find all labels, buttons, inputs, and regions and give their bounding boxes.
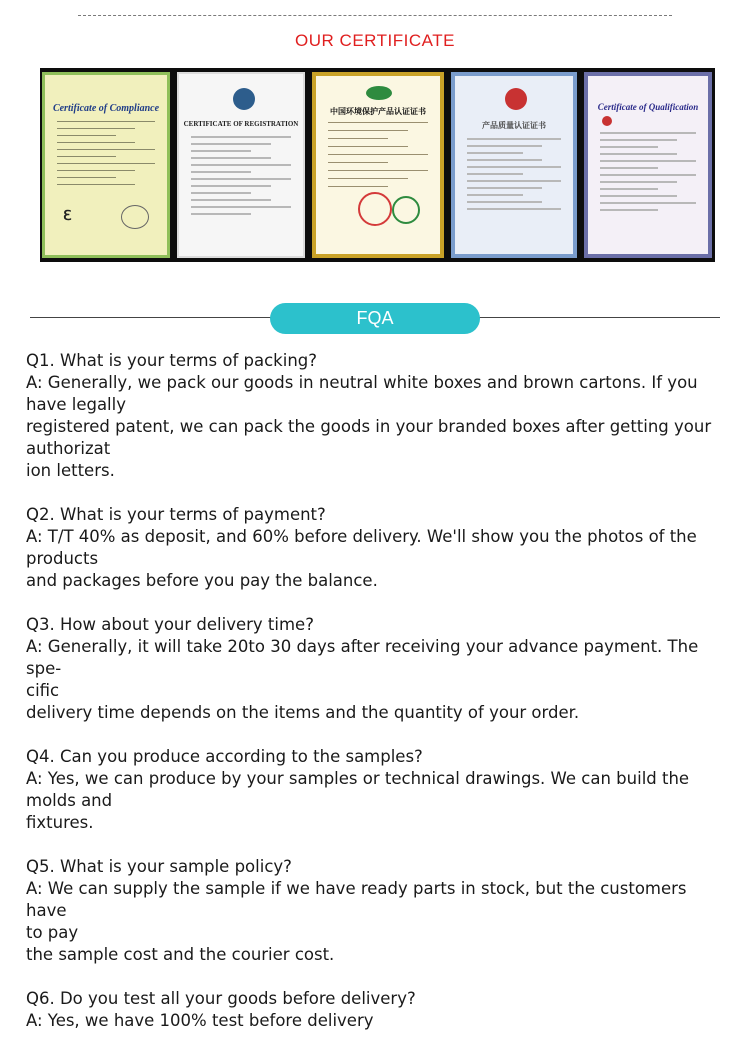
faq-answer bbox=[26, 878, 720, 966]
certificate-compliance-image bbox=[42, 72, 170, 258]
faq-item bbox=[26, 746, 720, 834]
faq-answer-line: cific bbox=[26, 681, 60, 700]
cep-logo-icon bbox=[366, 86, 392, 100]
faq-question: Q3. How about your delivery time? bbox=[26, 615, 314, 634]
faq-item bbox=[26, 350, 720, 482]
faq-answer-line: A: Generally, we pack our goods in neutral white boxes and brown cartons. If you bbox=[26, 373, 698, 392]
faq-item bbox=[26, 614, 720, 724]
faq-question: Q6. Do you test all your goods before delivery? bbox=[26, 989, 416, 1008]
faq-answer bbox=[26, 1010, 720, 1032]
faq-answer-line: to pay bbox=[26, 923, 79, 942]
ce-mark-icon: ℇ bbox=[63, 209, 72, 224]
certificate-qualification-title: Certificate of Qualification bbox=[597, 102, 699, 112]
seal-icon bbox=[121, 205, 149, 229]
certificate-quality-image bbox=[451, 72, 577, 258]
faq-answer bbox=[26, 768, 720, 834]
faq-answer-line: registered patent, we can pack the goods in your branded boxes after getting your bbox=[26, 417, 712, 436]
faq-question: Q2. What is your terms of payment? bbox=[26, 505, 326, 524]
faq-list bbox=[26, 350, 720, 1054]
faq-item bbox=[26, 856, 720, 966]
faq-section-title: FQA bbox=[270, 303, 480, 334]
certificate-qualification-image bbox=[584, 72, 712, 258]
faq-answer-line: fixtures. bbox=[26, 813, 94, 832]
faq-answer bbox=[26, 372, 720, 482]
faq-item bbox=[26, 504, 720, 592]
faq-question: Q5. What is your sample policy? bbox=[26, 857, 292, 876]
certificate-environmental-title: 中国环境保护产品认证证书 bbox=[330, 107, 426, 116]
certificate-compliance-title: Certificate of Compliance bbox=[52, 103, 160, 114]
faq-answer-line: delivery time depends on the items and the quantity of your order. bbox=[26, 703, 580, 722]
faq-answer-line: A: T/T 40% as deposit, and 60% before delivery. We'll show you the photos of the bbox=[26, 527, 697, 546]
faq-item bbox=[26, 988, 720, 1032]
certificate-quality-title: 产品质量认证证书 bbox=[482, 121, 546, 130]
certificate-environmental-image bbox=[312, 72, 444, 258]
ul-logo-icon bbox=[602, 116, 612, 126]
faq-answer-line: authorizat bbox=[26, 439, 111, 458]
faq-answer-line: and packages before you pay the balance. bbox=[26, 571, 378, 590]
faq-question: Q4. Can you produce according to the samples? bbox=[26, 747, 423, 766]
certificate-gallery bbox=[40, 68, 715, 262]
faq-answer-line: A: Yes, we can produce by your samples or technical drawings. We can build the bbox=[26, 769, 690, 788]
faq-answer-line: A: We can supply the sample if we have ready parts in stock, but the customers have bbox=[26, 879, 687, 920]
top-dashed-divider bbox=[78, 15, 672, 16]
faq-answer-line: products bbox=[26, 549, 99, 568]
faq-answer bbox=[26, 526, 720, 592]
red-stamp-icon bbox=[358, 192, 392, 226]
faq-answer-line: A: Generally, it will take 20to 30 days after receiving your advance payment. The spe- bbox=[26, 637, 699, 678]
green-stamp-icon bbox=[392, 196, 420, 224]
faq-answer bbox=[26, 636, 720, 724]
national-emblem-icon bbox=[505, 88, 527, 110]
certificate-registration-image bbox=[177, 72, 305, 258]
certificate-registration-title: CERTIFICATE OF REGISTRATION bbox=[183, 120, 299, 128]
faq-question: Q1. What is your terms of packing? bbox=[26, 351, 318, 370]
faq-answer-line: molds and bbox=[26, 791, 113, 810]
faq-answer-line: the sample cost and the courier cost. bbox=[26, 945, 335, 964]
faq-answer-line: have legally bbox=[26, 395, 126, 414]
registration-logo-icon bbox=[233, 88, 255, 110]
faq-answer-line: A: Yes, we have 100% test before delivery bbox=[26, 1011, 374, 1030]
certificate-section-title: OUR CERTIFICATE bbox=[295, 31, 455, 50]
faq-answer-line: ion letters. bbox=[26, 461, 115, 480]
